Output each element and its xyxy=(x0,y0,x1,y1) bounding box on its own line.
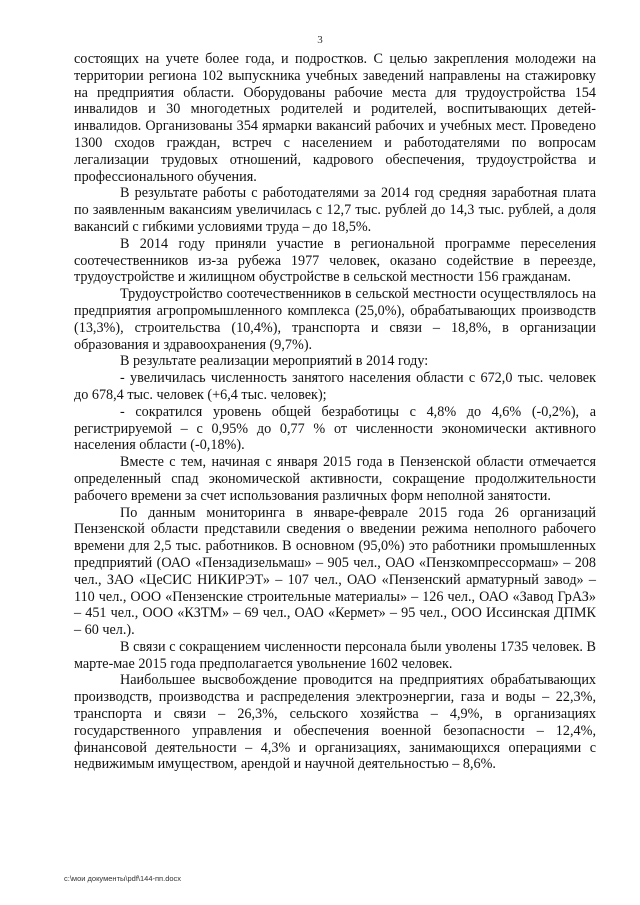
list-item: - увеличилась численность занятого населения области с 672,0 тыс. человек до 678,4 тыс. человек (+6,4 тыс. человек); xyxy=(74,370,596,403)
page-number: 3 xyxy=(317,34,323,46)
paragraph: В результате работы с работодателями за 2014 год средняя заработная плата по заявленным вакансиям увеличилась с 12,7 тыс. рублей до 14,3 тыс. рублей, а доля вакансий с гибкими условиями труда – до 18,5%. xyxy=(74,185,596,235)
list-item: - сократился уровень общей безработицы с 4,8% до 4,6% (-0,2%), а регистрируемой – с 0,95% до 0,77 % от численности экономически активного населения области (-0,18%). xyxy=(74,403,596,454)
paragraph: В 2014 году приняли участие в региональной программе переселения соотечественников из-за рубежа 1977 человек, оказано содействие в переезде, трудоустройстве и жилищном обустройстве в сельской местности 156 гражданам. xyxy=(74,235,596,286)
paragraph: состоящих на учете более года, и подростков. С целью закрепления молодежи на территории региона 102 выпускника учебных заведений направлены на стажировку на предприятия области. Оборудованы рабочие места для трудоустройства 154 инвалидов и 30 многодетных родителей и родителей, воспитывающих детей-инвалидов. Организованы 354 ярмарки вакансий рабочих и учебных мест. Проведено 1300 сходов граждан, встреч с населением и работодателями по вопросам легализации трудовых отношений, кадрового обеспечения, трудоустройства и профессионального обучения. xyxy=(74,51,596,185)
paragraph: В связи с сокращением численности персонала были уволены 1735 человек. В марте-мае 2015 года предполагается увольнение 1602 человек. xyxy=(74,638,596,672)
paragraph: Вместе с тем, начиная с января 2015 года в Пензенской области отмечается определенный спад экономической активности, сокращение продолжительности рабочего времени за счет использования различных форм неполной занятости. xyxy=(74,454,596,504)
document-body xyxy=(74,51,596,773)
paragraph: В результате реализации мероприятий в 2014 году: xyxy=(120,353,429,370)
paragraph: По данным мониторинга в январе-феврале 2015 года 26 организаций Пензенской области представили сведения о введении режима неполного рабочего времени для 2,5 тыс. работников. В основном (95,0%) это работники промышленных предприятий (ОАО «Пензадизельмаш» – 905 чел., ОАО «Пензкомпрессормаш» – 208 чел., ЗАО «ЦеСИС НИКИРЭТ» – 107 чел., ОАО «Пензенский арматурный завод» – 110 чел., ООО «Пензенские строительные материалы» – 126 чел., ОАО «Завод ГрАЗ» – 451 чел., ООО «КЗТМ» – 69 чел., ОАО «Кермет» – 95 чел., ООО Иссинская ДПМК – 60 чел.). xyxy=(74,504,596,639)
paragraph: Наибольшее высвобождение проводится на предприятиях обрабатывающих производств, производства и распределения электроэнергии, газа и воды – 22,3%, транспорта и связи – 26,3%, сельского хозяйства – 4,9%, в организациях государственного управления и обеспечения военной безопасности – 12,4%, финансовой деятельности – 4,3% и организациях, занимающихся операциями с недвижимым имуществом, арендой и научной деятельностью – 8,6%. xyxy=(74,672,596,773)
file-path-footer: c:\мои документы\pdf\144-пп.docx xyxy=(64,874,182,883)
paragraph: Трудоустройство соотечественников в сельской местности осуществлялось на предприятия агропромышленного комплекса (25,0%), обрабатывающих производств (13,3%), строительства (10,4%), транспорта и связи – 18,8%, в организации образования и здравоохранения (9,7%). xyxy=(74,286,596,353)
